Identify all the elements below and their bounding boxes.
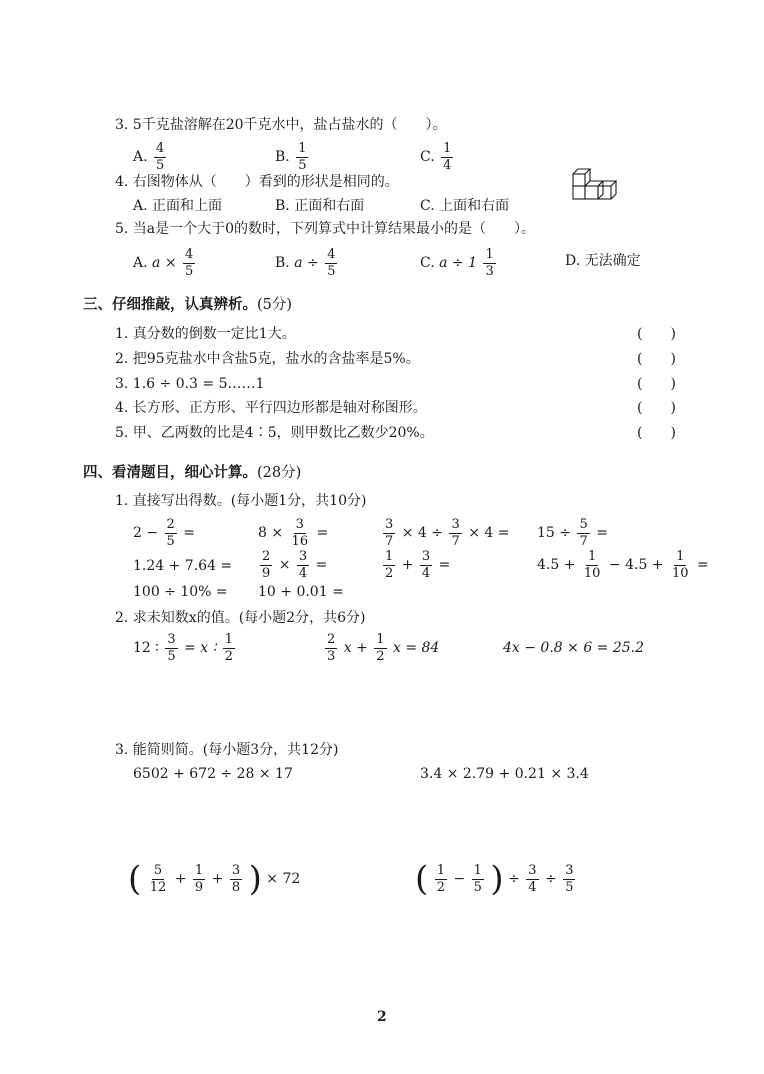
tf-answer-blank-5[interactable]: ( ) [637, 425, 676, 441]
mc-q5-stem: 5. 当a是一个大于0的数时，下列算式中计算结果最小的是（ ）。 [115, 221, 536, 237]
mc-q4-option-b[interactable]: B. 正面和右面 [275, 198, 365, 214]
simplify-expr-2: 3.4 × 2.79 + 0.21 × 3.4 [420, 766, 589, 782]
mc-q3-option-c[interactable]: C. $\frac{1}{4}$ [420, 141, 452, 173]
tf-item-5: 5. 甲、乙两数的比是4∶5，则甲数比乙数少20%。 [115, 425, 434, 441]
part-1-title: 1. 直接写出得数。(每小题1分，共10分) [115, 493, 367, 509]
tf-item-4: 4. 长方形、正方形、平行四边形都是轴对称图形。 [115, 400, 427, 416]
calc-expr-7: $\frac{1}{2}$ + $\frac{3}{4}$ = [385, 549, 451, 581]
tf-item-2: 2. 把95克盐水中含盐5克，盐水的含盐率是5%。 [115, 351, 420, 367]
mc-q4-option-c[interactable]: C. 上面和右面 [420, 198, 510, 214]
calc-expr-10: 10 + 0.01 = [258, 584, 344, 600]
section-4-title: 四、看清题目，细心计算。(28分) [83, 465, 302, 481]
mc-q5-option-d[interactable]: D. 无法确定 [565, 253, 641, 269]
equation-1: 12 ∶ $\frac{3}{5}$ = x ∶ $\frac{1}{2}$ [133, 632, 234, 664]
mc-q5-option-c[interactable]: C. a ÷ 1 $\frac{1}{3}$ [420, 247, 494, 279]
cube-figure-icon [572, 168, 618, 210]
tf-item-3: 3. 1.6 ÷ 0.3 = 5……1 [115, 376, 265, 392]
fraction: $\frac{1}{5}$ [298, 141, 307, 173]
equation-3: 4x − 0.8 × 6 = 25.2 [503, 640, 645, 656]
tf-answer-blank-2[interactable]: ( ) [637, 351, 676, 367]
tf-answer-blank-1[interactable]: ( ) [637, 326, 676, 342]
calc-expr-3: $\frac{3}{7}$ × 4 ÷ $\frac{3}{7}$ × 4 = [385, 517, 510, 549]
section-3-title: 三、仔细推敲，认真辨析。(5分) [83, 297, 293, 313]
calc-expr-8: 4.5 + $\frac{1}{10}$ − 4.5 + $\frac{1}{10}$ = [537, 549, 709, 581]
simplify-expr-3: ( $\frac{5}{12}$ + $\frac{1}{9}$ + $\frac{3}{8}$ ) × 72 [128, 859, 301, 899]
fraction: $\frac{1}{3}$ [485, 247, 494, 279]
tf-answer-blank-4[interactable]: ( ) [637, 400, 676, 416]
tf-item-1: 1. 真分数的倒数一定比1大。 [115, 326, 296, 342]
fraction: $\frac{4}{5}$ [156, 141, 165, 173]
calc-expr-1: 2 − $\frac{2}{5}$ = [133, 517, 196, 549]
simplify-expr-1: 6502 + 672 ÷ 28 × 17 [133, 766, 293, 782]
calc-expr-5: 1.24 + 7.64 = [133, 558, 233, 574]
mc-q3-option-a[interactable]: A. $\frac{4}{5}$ [133, 141, 165, 173]
mc-q5-option-b[interactable]: B. a ÷ $\frac{4}{5}$ [275, 247, 336, 279]
page-number: 2 [377, 1009, 387, 1025]
mc-q5-option-a[interactable]: A. a × $\frac{4}{5}$ [133, 247, 194, 279]
calc-expr-9: 100 ÷ 10% = [133, 584, 228, 600]
mc-q3-stem: 3. 5千克盐溶解在20千克水中，盐占盐水的（ ）。 [115, 117, 447, 133]
calc-expr-4: 15 ÷ $\frac{5}{7}$ = [537, 517, 608, 549]
fraction: $\frac{1}{4}$ [443, 141, 452, 173]
equation-2: $\frac{2}{3}$ x + $\frac{1}{2}$ x = 84 [327, 632, 440, 664]
calc-expr-2: 8 × $\frac{3}{16}$ = [258, 517, 329, 549]
simplify-expr-4: ( $\frac{1}{2}$ − $\frac{1}{5}$ ) ÷ $\frac{3}{4}$ ÷ $\frac{3}{5}$ [415, 859, 574, 899]
fraction: $\frac{4}{5}$ [327, 247, 336, 279]
part-3-title: 3. 能简则简。(每小题3分，共12分) [115, 742, 339, 758]
mc-q4-option-a[interactable]: A. 正面和上面 [133, 198, 223, 214]
part-2-title: 2. 求未知数x的值。(每小题2分，共6分) [115, 610, 366, 626]
calc-expr-6: $\frac{2}{9}$ × $\frac{3}{4}$ = [262, 549, 328, 581]
mc-q3-option-b[interactable]: B. $\frac{1}{5}$ [275, 141, 307, 173]
mc-q4-stem: 4. 右图物体从（ ）看到的形状是相同的。 [115, 174, 399, 190]
fraction: $\frac{4}{5}$ [185, 247, 194, 279]
tf-answer-blank-3[interactable]: ( ) [637, 376, 676, 392]
